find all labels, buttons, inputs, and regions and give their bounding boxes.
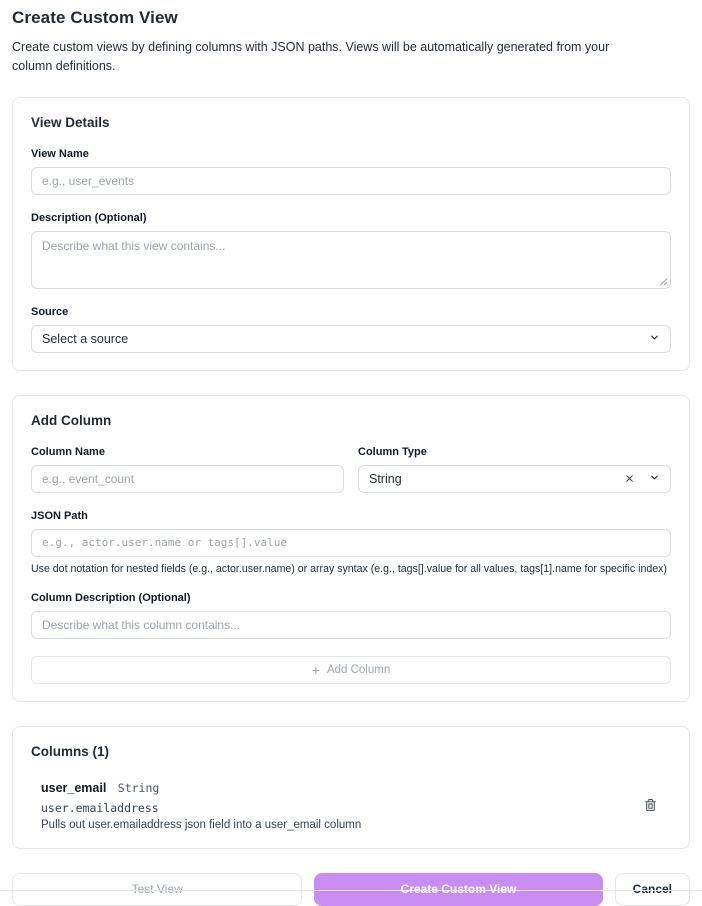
column-type-label: Column Type (358, 445, 427, 458)
column-type-field (358, 446, 671, 493)
add-column-heading: Add Column (31, 412, 112, 428)
add-column-button[interactable] (31, 656, 671, 684)
source-select[interactable] (31, 325, 671, 353)
column-description-field (31, 592, 671, 639)
add-column-card (12, 395, 690, 702)
cancel-button[interactable]: Cancel (615, 873, 690, 906)
description-field (31, 212, 671, 289)
column-description-input[interactable] (31, 611, 671, 639)
view-name-field (31, 148, 671, 195)
columns-card (12, 726, 690, 849)
json-path-label: JSON Path (31, 509, 88, 522)
page-subtitle: Create custom views by defining columns with JSON paths. Views will be automatically generated from your column definitions. (12, 40, 610, 74)
column-name-input[interactable] (31, 465, 344, 493)
column-item-type: String (117, 780, 160, 795)
source-field (31, 306, 671, 353)
column-name-label: Column Name (31, 445, 105, 458)
column-type-selected-value: String (369, 471, 402, 486)
column-item-path: user.emailaddress (41, 800, 159, 815)
chevron-down-icon (649, 332, 660, 346)
source-label: Source (31, 305, 69, 318)
column-item-name: user_email (41, 780, 107, 795)
plus-icon: + (311, 661, 320, 678)
column-type-combobox[interactable] (358, 465, 671, 493)
clear-selection-icon[interactable] (622, 471, 637, 486)
page-bottom-divider (0, 890, 702, 891)
column-name-field (31, 446, 344, 493)
source-selected-value: Select a source (42, 331, 129, 346)
view-details-heading: View Details (31, 114, 110, 130)
trash-icon (644, 800, 657, 815)
json-path-field (31, 510, 671, 575)
create-custom-view-button[interactable]: Create Custom View (314, 873, 602, 906)
column-item-description: Pulls out user.emailaddress json field into a user_email column (41, 818, 362, 831)
view-name-label: View Name (31, 147, 89, 160)
description-label: Description (Optional) (31, 211, 147, 224)
column-item-details (41, 779, 640, 831)
column-list-item (31, 777, 671, 831)
columns-heading: Columns (1) (31, 743, 110, 759)
view-details-card (12, 97, 690, 371)
test-view-button[interactable]: Test View (12, 873, 302, 906)
view-name-input[interactable] (31, 167, 671, 195)
column-description-label: Column Description (Optional) (31, 591, 191, 604)
json-path-help: Use dot notation for nested fields (e.g., actor.user.name) or array syntax (e.g., tags[].value for all values, tags[1].name for specific index) (31, 562, 667, 575)
description-textarea[interactable] (31, 231, 671, 289)
add-column-button-label: Add Column (326, 663, 391, 676)
chevron-down-icon (649, 472, 660, 486)
page-title: Create Custom View (12, 8, 178, 27)
delete-column-button[interactable] (640, 794, 661, 816)
json-path-input[interactable] (31, 529, 671, 557)
